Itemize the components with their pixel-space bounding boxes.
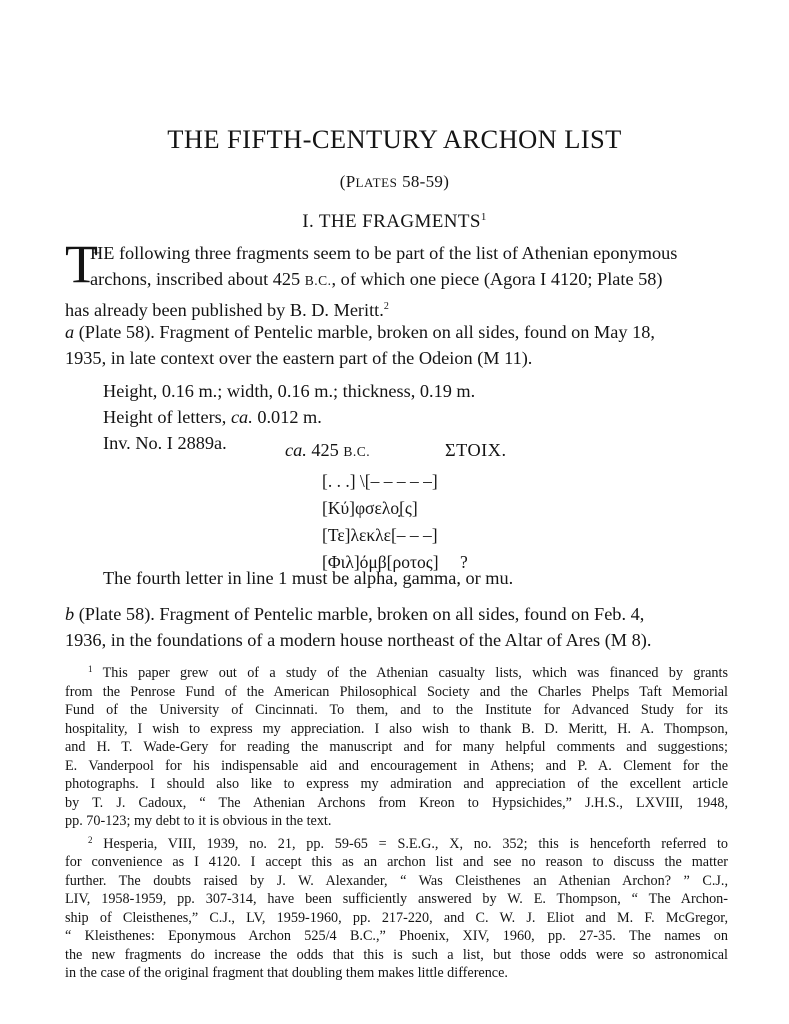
fourth-letter-note: The fourth letter in line 1 must be alpha, gamma, or mu.: [103, 568, 514, 588]
inscription-line-1: [. . .] \[– – – – –]: [322, 471, 438, 491]
footnote-1-line: by T. J. Cadoux, “ The Athenian Archons from Kreon to Hypsichides,” J.H.S., LXVIII, 1948,: [65, 794, 728, 811]
article-title: THE FIFTH-CENTURY ARCHON LIST: [167, 124, 622, 154]
intro-line-2-a: archons, inscribed about 425: [90, 269, 305, 289]
bc-abbrev: B.C.: [304, 273, 332, 288]
footnote-1-line: E. Vanderpool for his indispensable aid and encouragement in Athens; and P. A. Clement for the: [65, 757, 728, 774]
intro-paragraph: [65, 234, 730, 323]
section-heading-text: I. THE FRAGMENTS: [302, 211, 481, 232]
specs-letter-height-a: Height of letters,: [103, 407, 231, 427]
fragment-a-line-1-text: (Plate 58). Fragment of Pentelic marble, broken on all sides, found on May 18,: [74, 322, 655, 342]
fragment-b-paragraph: [65, 601, 651, 653]
specs-letter-height: [103, 404, 475, 430]
footnote-1-line: from the Penrose Fund of the American Philosophical Society and the Charles Phelps Taft Memorial: [65, 683, 728, 700]
specs-letter-height-b: 0.012 m.: [252, 407, 322, 427]
footnote-2-line: the new fragments do increase the odds that this is such a list, but those odds were so astronomical: [65, 946, 728, 963]
footnote-2-line: LIV, 1958-1959, pp. 307-314, have been sufficiently answered by W. E. Thompson, “ The Archon-: [65, 891, 728, 907]
footnote-1-line: photographs. I should also like to express my admiration and appreciation of the excellent article: [65, 776, 728, 792]
plates-numbers: 58-59): [397, 172, 450, 191]
specs-dimensions: Height, 0.16 m.; width, 0.16 m.; thickness, 0.19 m.: [103, 381, 476, 401]
footnote-2-line: [65, 831, 728, 854]
footnote-1-line: and H. T. Wade-Gery for reading the manuscript and for many helpful comments and suggestions;: [65, 739, 728, 755]
footnote-2-line: further. The doubts raised by J. W. Alexander, “ Was Cleisthenes an Athenian Archon? ” C.J.,: [65, 872, 728, 889]
footnote-1-line-text: This paper grew out of a study of the Athenian casualty lists, which was financed by grants: [102, 665, 728, 681]
fragment-a-letter: a: [65, 322, 75, 342]
intro-line-1: HE following three fragments seem to be part of the list of Athenian eponymous: [90, 243, 678, 263]
fragment-b-line-2: 1936, in the foundations of a modern house northeast of the Altar of Ares (M 8).: [65, 630, 652, 650]
inscription-date: 425: [306, 440, 344, 460]
inscription-query-mark: ?: [460, 552, 468, 572]
footnote-1-line: hospitality, I wish to express my appreciation. I also wish to thank B. D. Meritt, H. A. Thompson,: [65, 720, 728, 737]
inscription-line-4: [Φιλ]όμβ[ροτος]: [322, 552, 439, 572]
footnote-ref-2: 2: [383, 301, 389, 312]
plates-first-letter: P: [345, 172, 356, 191]
footnote-ref-1: 1: [480, 211, 487, 223]
footnote-1-line: [65, 660, 728, 683]
inscription-line-2: [Κύ]φσελο̣[ς]: [322, 498, 418, 518]
inscription-bc: B.C.: [343, 444, 371, 459]
fragment-a-paragraph: [65, 319, 735, 371]
intro-line-2-b: , of which one piece (Agora I 4120; Plate 58): [331, 269, 663, 289]
inscription-header: [285, 440, 507, 461]
fragment-a-line-2: 1935, in late context over the eastern part of the Odeion (M 11).: [65, 348, 533, 368]
specs-inventory: Inv. No. I 2889a.: [103, 433, 227, 453]
section-heading: [0, 211, 789, 233]
footnote-2-line: in the case of the original fragment that doubling them makes little difference.: [65, 965, 508, 981]
plates-open-paren: (: [339, 172, 346, 191]
footnote-1-marker: 1: [88, 664, 93, 674]
fragment-a-line-1: [65, 319, 735, 345]
footnote-1-line: pp. 70-123; my debt to it is obvious in the text.: [65, 813, 332, 829]
footnote-2-line: for convenience as I 4120. I accept this as an archon list and see no reason to discuss the matter: [65, 854, 728, 870]
footnote-2-marker: 2: [88, 834, 93, 845]
inscription-text: [322, 468, 468, 576]
footnote-1: [65, 660, 728, 831]
intro-line-2: [65, 266, 730, 294]
fragment-b-line-1-text: (Plate 58). Fragment of Pentelic marble, broken on all sides, found on Feb. 4,: [74, 604, 645, 624]
plates-small-caps: LATES: [355, 175, 398, 190]
footnote-1-line: Fund of the University of Cincinnati. To them, and to the Institute for Advanced Study for its: [65, 702, 728, 718]
stoichedon-label: ΣΤΟΙΧ.: [445, 440, 507, 460]
inscription-line-3: [Τε]λεκλε[– – –]: [322, 525, 438, 545]
footnotes: [65, 660, 728, 983]
fragment-b-line-1: [65, 601, 651, 627]
footnote-2-line: “ Kleisthenes: Eponymous Archon 525/4 B.C.,” Phoenix, XIV, 1960, pp. 27-35. The names on: [65, 928, 728, 944]
intro-line-3-text: has already been published by B. D. Meritt.: [65, 300, 384, 320]
fragment-b-letter: b: [65, 604, 75, 624]
plates-reference: [0, 172, 789, 192]
footnote-2-line-text: Hesperia, VIII, 1939, no. 21, pp. 59-65 = S.E.G., X, no. 352; this is henceforth referred to: [103, 835, 729, 852]
drop-cap: T: [65, 234, 98, 294]
footnote-2: [65, 831, 728, 983]
inscription-ca: ca.: [285, 440, 307, 460]
footnote-2-line: ship of Cleisthenes,” C.J., LV, 1959-1960, pp. 217-220, and C. W. J. Eliot and M. F. McGregor,: [65, 909, 728, 926]
specs-ca: ca.: [230, 407, 253, 427]
